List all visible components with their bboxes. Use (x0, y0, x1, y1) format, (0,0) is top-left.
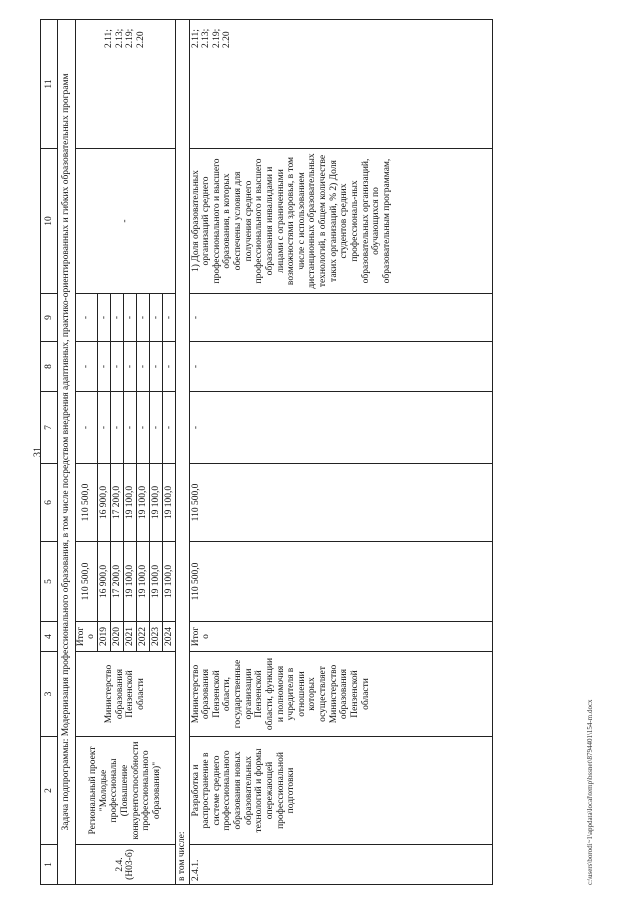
value-cell: - (189, 294, 492, 342)
value-cell: - (189, 342, 492, 392)
value-cell: - (110, 342, 123, 392)
col-header: 9 (41, 294, 58, 342)
year-cell: Итого (75, 622, 97, 652)
col-header: 1 (41, 845, 58, 885)
value-cell: 16 900,0 (97, 464, 110, 542)
value-cell: - (162, 392, 175, 464)
row-number: 2.4. (Н03-б) (75, 845, 175, 885)
value-cell: 19 100,0 (123, 464, 136, 542)
value-cell: 19 100,0 (162, 542, 175, 622)
year-cell: 2022 (136, 622, 149, 652)
value-cell: - (110, 294, 123, 342)
value-cell: - (97, 294, 110, 342)
row-executor: Министерство образования Пензенской области (75, 652, 175, 737)
row-number: 2.4.1. (189, 845, 492, 885)
value-cell: 19 100,0 (149, 464, 162, 542)
value-cell: - (75, 342, 97, 392)
col-header: 5 (41, 542, 58, 622)
value-cell: 16 900,0 (97, 542, 110, 622)
value-cell: - (136, 392, 149, 464)
value-cell: 110 500,0 (189, 542, 492, 622)
row-name: Разработка и распространение в системе среднего профессионального образования новых образовательных технологий и формы опережающей профессиональной подготовки (189, 737, 492, 845)
value-cell: - (97, 392, 110, 464)
value-cell: - (149, 342, 162, 392)
value-cell: 19 100,0 (149, 542, 162, 622)
task-title: Задача подпрограммы: Модернизация профессионального образования, в том числе посредством внедрения адаптивных, практико-ориентированных и гибких образовательных программ (58, 20, 76, 885)
year-cell: 2021 (123, 622, 136, 652)
col-header: 6 (41, 464, 58, 542)
reference-cell: 2.11; 2.13; 2.19; 2.20 (189, 20, 492, 149)
col-header: 8 (41, 342, 58, 392)
value-cell: - (97, 342, 110, 392)
value-cell: 17 200,0 (110, 464, 123, 542)
value-cell: 19 100,0 (136, 542, 149, 622)
value-cell: - (136, 294, 149, 342)
table-row (189, 20, 492, 885)
value-cell: 17 200,0 (110, 542, 123, 622)
col-header: 11 (41, 20, 58, 149)
year-cell: 2020 (110, 622, 123, 652)
col-header: 7 (41, 392, 58, 464)
value-cell: 19 100,0 (123, 542, 136, 622)
indicator-cell: - (75, 149, 175, 294)
program-table (40, 19, 493, 885)
value-cell: - (75, 294, 97, 342)
reference-cell: 2.11; 2.13; 2.19; 2.20 (75, 20, 175, 149)
col-header: 4 (41, 622, 58, 652)
value-cell: - (123, 392, 136, 464)
value-cell: - (149, 392, 162, 464)
value-cell: 19 100,0 (136, 464, 149, 542)
value-cell: - (136, 342, 149, 392)
value-cell: - (75, 392, 97, 464)
rotated-page (40, 20, 600, 885)
value-cell: - (162, 294, 175, 342)
document-sheet (40, 20, 600, 885)
year-cell: 2024 (162, 622, 175, 652)
task-row (58, 20, 76, 885)
value-cell: - (149, 294, 162, 342)
col-header: 3 (41, 652, 58, 737)
column-number-row (41, 20, 58, 885)
year-cell: 2023 (149, 622, 162, 652)
including-label: в том числе: (175, 20, 189, 885)
value-cell: 110 500,0 (75, 542, 97, 622)
value-cell: - (189, 392, 492, 464)
value-cell: - (110, 392, 123, 464)
col-header: 10 (41, 149, 58, 294)
value-cell: - (123, 294, 136, 342)
indicator-cell: 1) Доля образовательных организаций среднего профессионального и высшего образования, в которых обеспечены условия для получения среднего профессионального и высшего образования инвалидами и лицами с ограниченными возможностями здоровья, в том числе с использованием дистанционных образовательных технологий, в общем количестве таких организаций, % 2) Доля студентов средних профессиональ-ных образовательных организаций, обучающихся по образовательным программам, (189, 149, 492, 294)
file-path-footer: c:\users\borodi~1\appdata\local\temp\bssnet\8794401\154-m.docx (586, 699, 594, 885)
col-header: 2 (41, 737, 58, 845)
row-executor: Министерство образования Пензенской области, государственные организации Пензенской области, функции и полномочия учредителя в отношении которых осуществляет Министерство образования Пензенской области (189, 652, 492, 737)
including-row (175, 20, 189, 885)
value-cell: 110 500,0 (189, 464, 492, 542)
year-cell: Итого (189, 622, 492, 652)
page-number: 31 (32, 447, 44, 457)
table-row (75, 20, 97, 885)
year-cell: 2019 (97, 622, 110, 652)
value-cell: - (162, 342, 175, 392)
value-cell: - (123, 342, 136, 392)
value-cell: 19 100,0 (162, 464, 175, 542)
value-cell: 110 500,0 (75, 464, 97, 542)
row-name: Региональный проект "Молодые профессионалы (Повышение конкурентоспособности профессионального образования)" (75, 737, 175, 845)
